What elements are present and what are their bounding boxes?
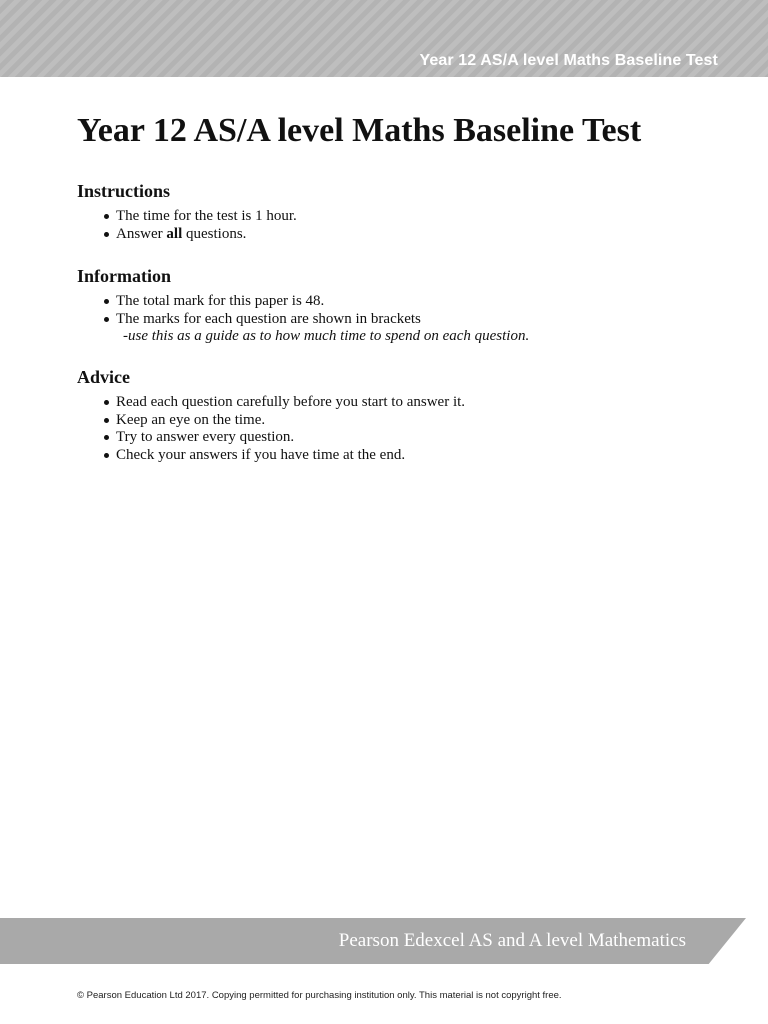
header-title: Year 12 AS/A level Maths Baseline Test xyxy=(419,52,718,69)
list-item: The total mark for this paper is 48. xyxy=(116,293,717,311)
list-item: The time for the test is 1 hour. xyxy=(116,208,717,226)
copyright-notice: © Pearson Education Ltd 2017. Copying permitted for purchasing institution only. This material is not copyright free. xyxy=(77,990,562,1001)
list-item xyxy=(116,226,717,244)
advice-heading: Advice xyxy=(77,367,130,387)
information-note: -use this as a guide as to how much time to spend on each question. xyxy=(123,328,530,345)
list-item: Try to answer every question. xyxy=(116,429,717,447)
answer-suffix: questions. xyxy=(182,225,247,242)
instructions-list xyxy=(77,208,717,243)
information-section xyxy=(77,265,717,346)
instructions-section xyxy=(77,180,717,243)
page-title: Year 12 AS/A level Maths Baseline Test xyxy=(77,112,642,149)
list-item: The marks for each question are shown in brackets xyxy=(116,311,717,329)
list-item: Read each question carefully before you start to answer it. xyxy=(116,394,717,412)
list-item: Keep an eye on the time. xyxy=(116,412,717,430)
advice-section xyxy=(77,366,717,465)
advice-list xyxy=(77,394,717,465)
answer-emphasis: all xyxy=(166,225,183,242)
answer-prefix: Answer xyxy=(116,225,167,242)
instructions-heading: Instructions xyxy=(77,181,171,201)
information-heading: Information xyxy=(77,266,171,286)
footer-banner-text: Pearson Edexcel AS and A level Mathematics xyxy=(338,930,686,951)
information-list xyxy=(77,293,717,346)
list-item: Check your answers if you have time at the end. xyxy=(116,447,717,465)
